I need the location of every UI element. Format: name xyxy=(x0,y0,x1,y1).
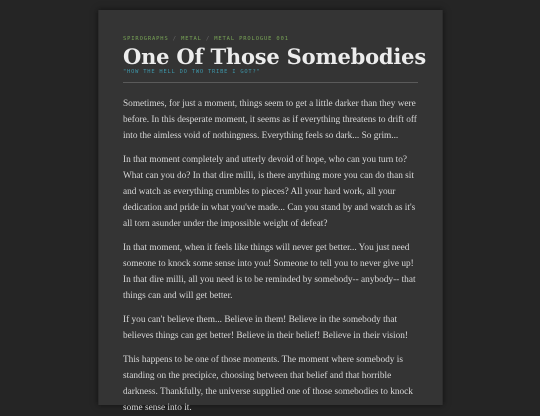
post-paragraph: In that moment, when it feels like things will never get better... You just need someone to knock some sense into you! Someone to tell you to never give up! In that dire milli, all you need is to be reminded by somebody-- anybody-- that things can and will get better. xyxy=(123,243,416,301)
breadcrumb-item-metal[interactable]: METAL xyxy=(181,36,202,42)
title-divider xyxy=(123,82,418,83)
post-page xyxy=(98,10,443,413)
post-paragraph: Sometimes, for just a moment, things seem to get a little darker than they were before. In this desperate moment, it seems as if everything threatens to drift off into the aimless void of nothingness. Everything feels so dark... So grim... xyxy=(123,99,417,141)
breadcrumb-separator: / xyxy=(205,36,215,42)
post-body xyxy=(123,96,418,416)
post-paragraph: This happens to be one of those moments. The moment where somebody is standing on the precipice, choosing between that belief and that horrible darkness. Thankfully, the universe supplied one of those somebodies to knock some sense into it. xyxy=(123,355,413,413)
breadcrumb-item-spirographs[interactable]: SPIROGRAPHS xyxy=(123,36,169,42)
post-subtitle: "HOW THE HELL DO TWO TRIBE I GOT?" xyxy=(123,69,261,75)
breadcrumb-item-metal-prologue[interactable]: METAL PROLOGUE 001 xyxy=(214,36,289,42)
post-paragraph: If you can't believe them... Believe in them! Believe in the somebody that believes things can get better! Believe in their belief! Believe in their vision! xyxy=(123,315,409,341)
post-paragraph: In that moment completely and utterly devoid of hope, who can you turn to? What can you do? In that dire milli, is there anything more you can do than sit and watch as everything crumbles to pieces? All your hard work, all your dedication and pride in what you've made... Can you stand by and watch as it's all torn asunder under the impossible weight of defeat? xyxy=(123,155,416,229)
breadcrumb-separator: / xyxy=(172,36,182,42)
breadcrumb xyxy=(123,36,418,42)
post-title: One Of Those Somebodies xyxy=(123,44,426,69)
